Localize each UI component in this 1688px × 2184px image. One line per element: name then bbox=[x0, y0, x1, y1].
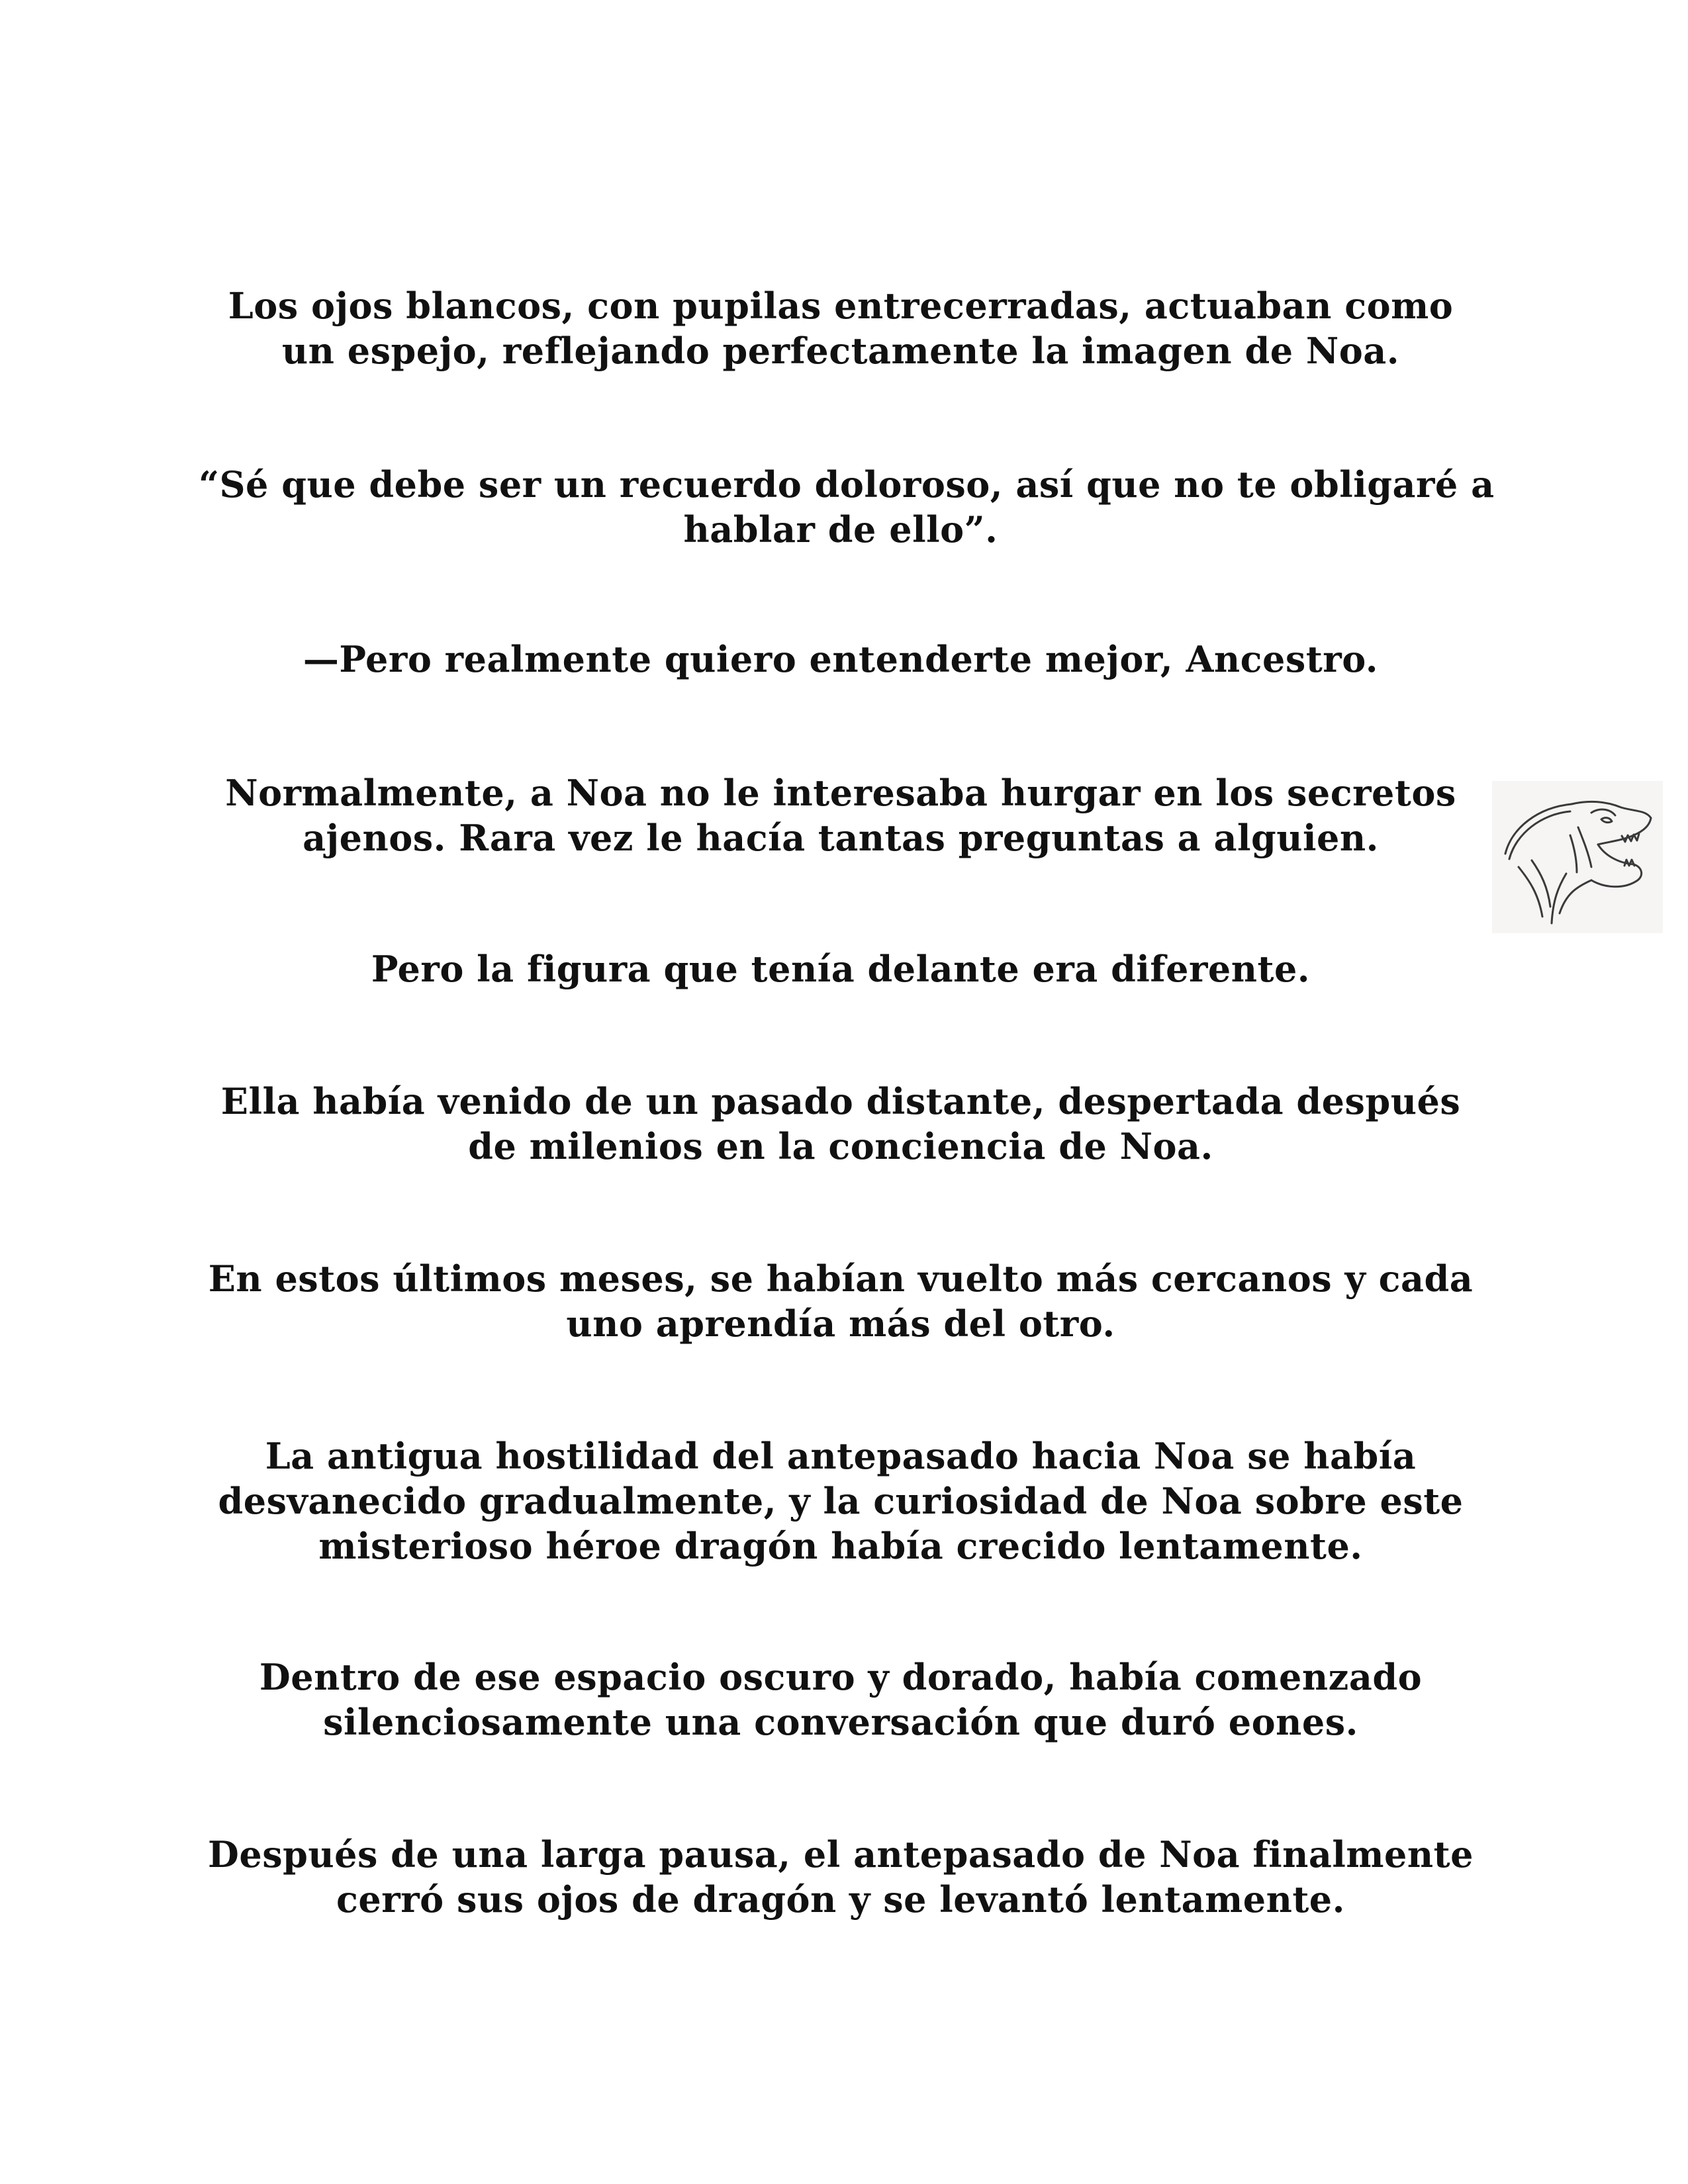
paragraph-line: desvanecido gradualmente, y la curiosidad de Noa sobre este bbox=[218, 1480, 1464, 1522]
paragraph-2 bbox=[199, 462, 1495, 552]
paragraph-line: Dentro de ese espacio oscuro y dorado, había comenzado bbox=[259, 1656, 1423, 1698]
paragraph-line: silenciosamente una conversación que duró eones. bbox=[323, 1701, 1358, 1743]
paragraph-3 bbox=[199, 637, 1483, 682]
paragraph-7 bbox=[199, 1256, 1483, 1346]
paragraph-5 bbox=[199, 946, 1483, 991]
paragraph-line: hablar de ello”. bbox=[683, 508, 998, 551]
paragraph-line: Los ojos blancos, con pupilas entrecerradas, actuaban como bbox=[228, 285, 1454, 327]
paragraph-line: La antigua hostilidad del antepasado hacia Noa se había bbox=[265, 1435, 1417, 1477]
paragraph-line: ajenos. Rara vez le hacía tantas preguntas a alguien. bbox=[303, 817, 1379, 859]
paragraph-line: misterioso héroe dragón había crecido lentamente. bbox=[318, 1525, 1363, 1567]
paragraph-line: En estos últimos meses, se habían vuelto más cercanos y cada bbox=[208, 1257, 1474, 1300]
paragraph-line: cerró sus ojos de dragón y se levantó lentamente. bbox=[336, 1878, 1345, 1921]
paragraph-line: Normalmente, a Noa no le interesaba hurgar en los secretos bbox=[225, 772, 1456, 814]
paragraph-line: Después de una larga pausa, el antepasado de Noa finalmente bbox=[208, 1833, 1474, 1876]
paragraph-6 bbox=[199, 1079, 1483, 1169]
dragon-head-sketch-icon bbox=[1492, 781, 1663, 933]
paragraph-line: Ella había venido de un pasado distante, despertada después bbox=[220, 1080, 1461, 1122]
paragraph-1 bbox=[199, 283, 1483, 373]
paragraph-line: —Pero realmente quiero entenderte mejor, Ancestro. bbox=[303, 638, 1379, 680]
paragraph-4 bbox=[199, 770, 1483, 860]
paragraph-line: “Sé que debe ser un recuerdo doloroso, así que no te obligaré a bbox=[199, 463, 1495, 506]
paragraph-line: uno aprendía más del otro. bbox=[566, 1302, 1115, 1345]
paragraph-line: un espejo, reflejando perfectamente la imagen de Noa. bbox=[281, 330, 1400, 372]
paragraph-9 bbox=[199, 1655, 1483, 1745]
paragraph-10 bbox=[199, 1832, 1483, 1922]
paragraph-line: Pero la figura que tenía delante era diferente. bbox=[371, 948, 1311, 990]
paragraph-line: de milenios en la conciencia de Noa. bbox=[468, 1125, 1213, 1167]
paragraph-8 bbox=[199, 1433, 1483, 1569]
